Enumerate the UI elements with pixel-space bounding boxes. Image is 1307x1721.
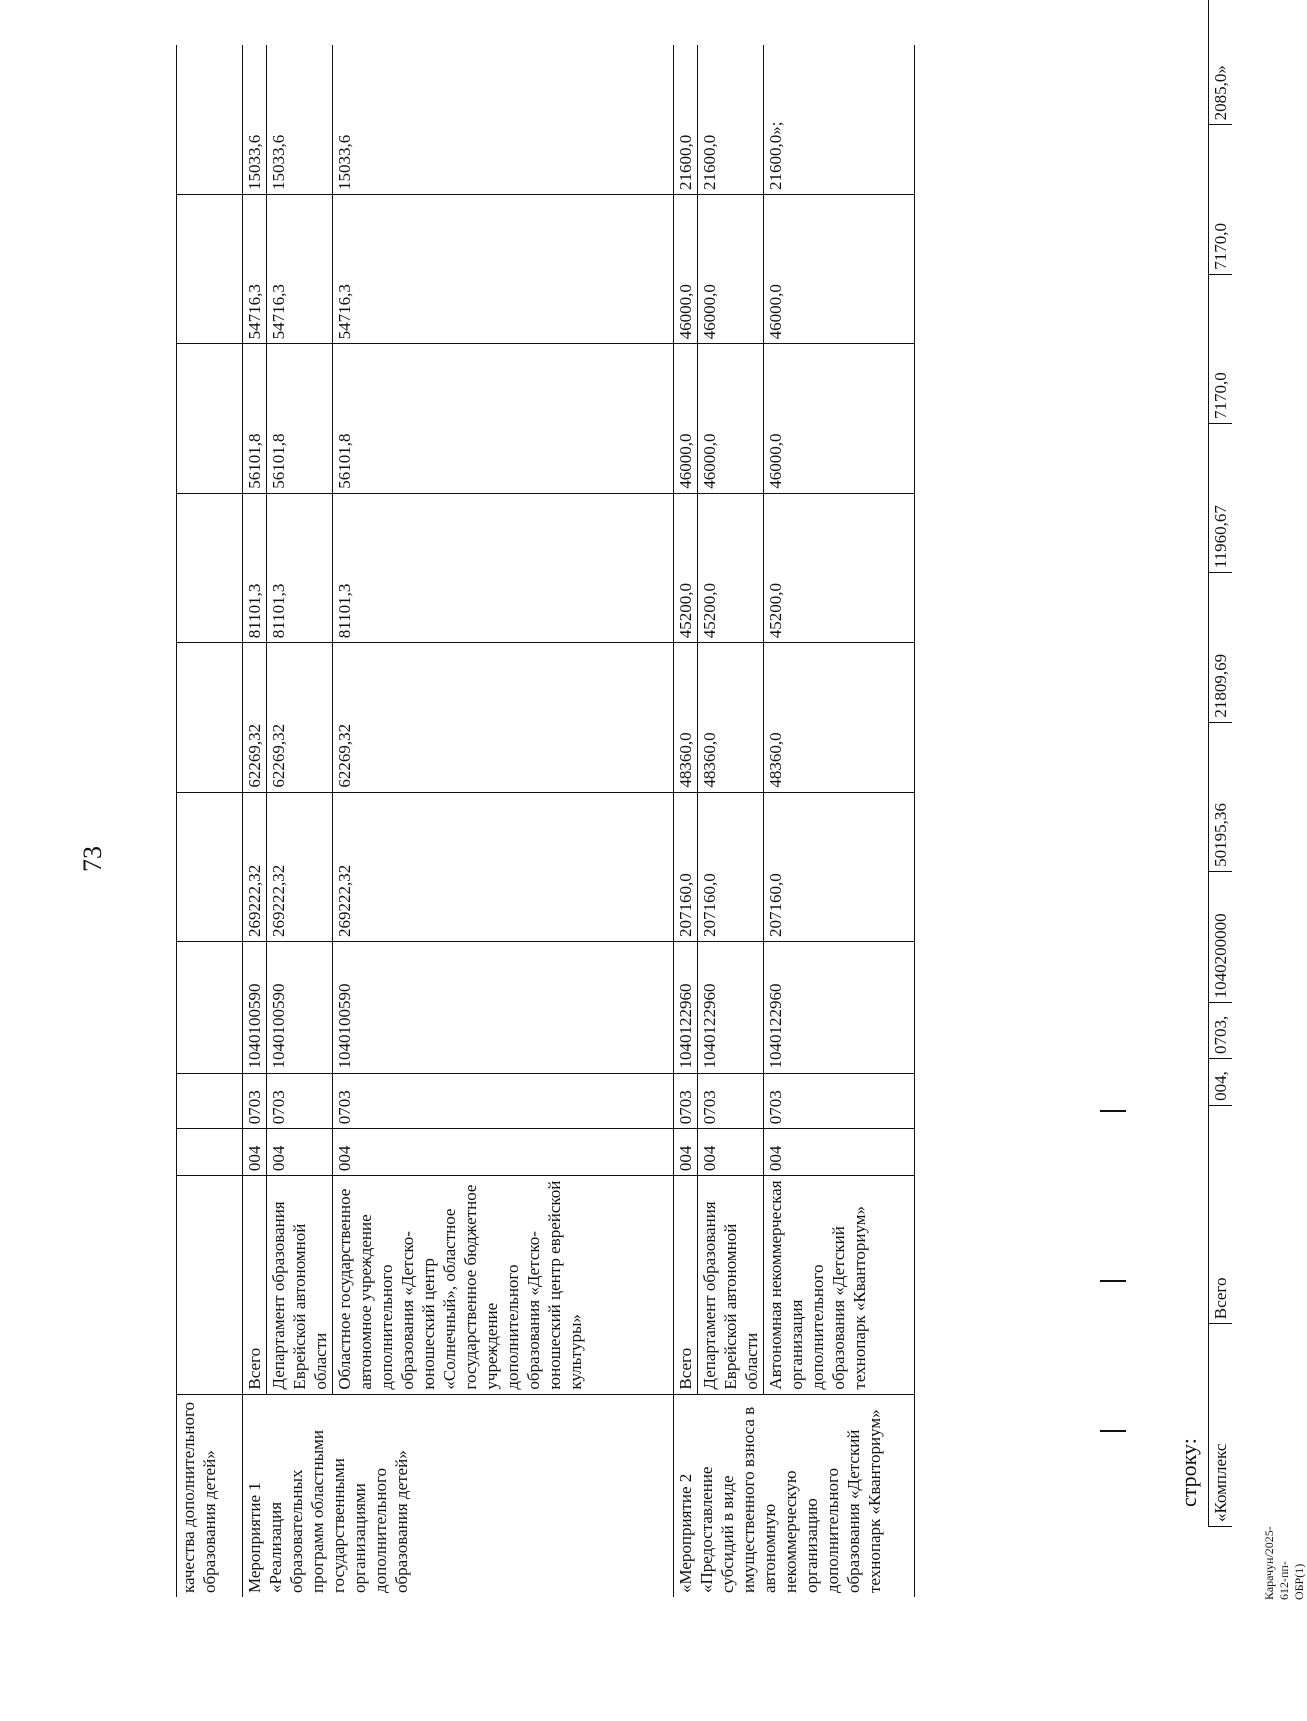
rz-cell: 0703 xyxy=(243,1073,267,1129)
table-cell xyxy=(177,344,243,493)
grbs-cell: 004 xyxy=(698,1129,764,1176)
executor-cell: Всего xyxy=(674,1176,698,1395)
grbs-cell: 004 xyxy=(267,1129,333,1176)
measure-name-cell: «Комплекс xyxy=(1209,1324,1233,1527)
budget-table xyxy=(176,45,915,1597)
value-total-cell: 269222,32 xyxy=(267,792,333,941)
measure-name-cell: «Мероприятие 2 «Предоставление субсидий в виде имущественного взноса в автономную некоммерческую организацию дополнительного образования «Детский технопарк «Кванториум» xyxy=(674,1394,915,1597)
value-cell: 46000,0 xyxy=(698,195,764,344)
value-total-cell: 207160,0 xyxy=(764,792,915,941)
value-cell: 62269,32 xyxy=(267,643,333,792)
executor-cell: Всего xyxy=(1209,1105,1233,1323)
table-cell xyxy=(177,195,243,344)
document-code: Карачун/2025-612-пп-ОБР(1) xyxy=(1262,1526,1306,1600)
grbs-cell: 004, xyxy=(1209,1059,1233,1106)
value-cell: 62269,32 xyxy=(243,643,267,792)
rz-cell: 0703 xyxy=(333,1073,674,1129)
value-cell: 62269,32 xyxy=(333,643,674,792)
value-cell: 21600,0 xyxy=(674,45,698,195)
grbs-cell: 004 xyxy=(243,1129,267,1176)
value-cell: 46000,0 xyxy=(674,195,698,344)
rotated-budget-table xyxy=(176,45,1230,1597)
complex-row-table xyxy=(1208,0,1232,1527)
table-row xyxy=(1209,0,1233,1527)
value-cell: 56101,8 xyxy=(267,344,333,493)
table-cell xyxy=(177,1073,243,1129)
value-total-cell: 207160,0 xyxy=(674,792,698,941)
csr-cell: 1040200000 xyxy=(1209,871,1233,1002)
table-cell xyxy=(177,493,243,642)
value-cell: 48360,0 xyxy=(674,643,698,792)
csr-cell: 1040100590 xyxy=(267,941,333,1073)
value-cell: 48360,0 xyxy=(764,643,915,792)
value-cell: 46000,0 xyxy=(698,344,764,493)
table-cell xyxy=(177,643,243,792)
footer-divider xyxy=(1100,1110,1126,1112)
table-row xyxy=(243,45,267,1597)
grbs-cell: 004 xyxy=(764,1129,915,1176)
measure-name-cell: качества дополнительного образования детей» xyxy=(177,1394,243,1597)
value-cell: 2085,0» xyxy=(1209,0,1233,125)
value-cell: 46000,0 xyxy=(764,195,915,344)
csr-cell: 1040100590 xyxy=(333,941,674,1073)
table-cell xyxy=(177,941,243,1073)
csr-cell: 1040100590 xyxy=(243,941,267,1073)
value-cell: 15033,6 xyxy=(333,45,674,195)
value-cell: 81101,3 xyxy=(267,493,333,642)
value-total-cell: 269222,32 xyxy=(243,792,267,941)
executor-cell: Областное государственное автономное учреждение дополнительного образования «Детско-юношеский центр «Солнечный», областное государственное бюджетное учреждение дополнительного образования «Детско-юношеский центр еврейской культуры» xyxy=(333,1176,674,1395)
footer-divider xyxy=(1100,1280,1126,1282)
table-cell xyxy=(177,1176,243,1395)
value-cell: 54716,3 xyxy=(243,195,267,344)
csr-cell: 1040122960 xyxy=(698,941,764,1073)
value-cell: 46000,0 xyxy=(764,344,915,493)
page-number: 73 xyxy=(78,846,107,872)
csr-cell: 1040122960 xyxy=(674,941,698,1073)
value-cell: 21809,69 xyxy=(1209,573,1233,722)
value-cell: 56101,8 xyxy=(333,344,674,493)
value-cell: 15033,6 xyxy=(243,45,267,195)
value-cell: 7170,0 xyxy=(1209,274,1233,423)
table-cell xyxy=(177,792,243,941)
grbs-cell: 004 xyxy=(333,1129,674,1176)
value-cell: 7170,0 xyxy=(1209,125,1233,274)
table-cell xyxy=(177,45,243,195)
value-cell: 48360,0 xyxy=(698,643,764,792)
value-cell: 21600,0»; xyxy=(764,45,915,195)
footer-divider xyxy=(1100,1430,1126,1432)
measure-name-cell: Мероприятие 1 «Реализация образовательных программ областными государственными организациями дополнительного образования детей» xyxy=(243,1394,674,1597)
value-cell: 54716,3 xyxy=(267,195,333,344)
value-cell: 45200,0 xyxy=(764,493,915,642)
value-cell: 46000,0 xyxy=(674,344,698,493)
rz-cell: 0703 xyxy=(267,1073,333,1129)
value-cell: 45200,0 xyxy=(674,493,698,642)
value-total-cell: 50195,36 xyxy=(1209,722,1233,871)
table-row xyxy=(674,45,698,1597)
rz-cell: 0703 xyxy=(698,1073,764,1129)
value-total-cell: 269222,32 xyxy=(333,792,674,941)
value-cell: 81101,3 xyxy=(333,493,674,642)
table-row xyxy=(333,45,674,1597)
value-cell: 45200,0 xyxy=(698,493,764,642)
executor-cell: Департамент образования Еврейской автономной области xyxy=(267,1176,333,1395)
value-cell: 15033,6 xyxy=(267,45,333,195)
value-cell: 11960,67 xyxy=(1209,423,1233,572)
table-row xyxy=(698,45,764,1597)
value-cell: 54716,3 xyxy=(333,195,674,344)
rz-cell: 0703, xyxy=(1209,1003,1233,1059)
rz-cell: 0703 xyxy=(764,1073,915,1129)
table-row xyxy=(177,45,243,1597)
grbs-cell: 004 xyxy=(674,1129,698,1176)
value-cell: 56101,8 xyxy=(243,344,267,493)
strokuy-label: строку: xyxy=(1176,1438,1201,1507)
value-cell: 81101,3 xyxy=(243,493,267,642)
csr-cell: 1040122960 xyxy=(764,941,915,1073)
table-row xyxy=(267,45,333,1597)
table-row xyxy=(764,45,915,1597)
executor-cell: Департамент образования Еврейской автономной области xyxy=(698,1176,764,1395)
executor-cell: Всего xyxy=(243,1176,267,1395)
value-total-cell: 207160,0 xyxy=(698,792,764,941)
table-cell xyxy=(177,1129,243,1176)
value-cell: 21600,0 xyxy=(698,45,764,195)
executor-cell: Автономная некоммерческая организация дополнительного образования «Детский технопарк «Кванториум» xyxy=(764,1176,915,1395)
rz-cell: 0703 xyxy=(674,1073,698,1129)
